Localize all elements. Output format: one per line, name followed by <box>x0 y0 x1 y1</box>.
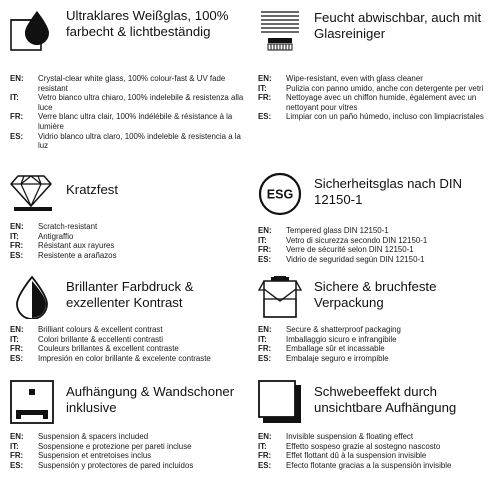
translation-row: EN: Wipe-resistant, even with glass cleaner <box>258 74 423 83</box>
translation-row: IT: Sospensione e protezione per pareti incluse <box>10 441 192 451</box>
translation-row: EN: Crystal-clear white glass, 100% colour-fast & UV fade resistant <box>10 74 226 93</box>
translation-row: ES: Limpiar con un paño húmedo, incluso con limpiacristales <box>258 112 484 122</box>
translation-list <box>10 74 252 151</box>
translation-row: FR: Résistant aux rayures <box>10 241 115 251</box>
translation-list <box>10 222 252 260</box>
translation-row: FR: Verre de sécurité selon DIN 12150-1 <box>258 245 414 255</box>
translation-list <box>258 74 500 122</box>
translation-row: FR: Nettoyage avec un chiffon humide, également avec un nettoyant pour vitres <box>258 93 477 112</box>
feature-title: Sichere & bruchfeste Verpackung <box>314 279 437 311</box>
translation-row: FR: Couleurs brillantes & excellent contraste <box>10 344 179 354</box>
translation-row: IT: Colori brillante & eccellenti contrasti <box>10 334 163 344</box>
translation-row: EN: Scratch-resistant <box>10 222 98 231</box>
translation-row: ES: Embalaje seguro e irrompible <box>258 353 389 363</box>
translation-row: EN: Secure & shatterproof packaging <box>258 325 401 334</box>
contrast-drop-icon <box>10 275 54 319</box>
translation-row: EN: Brilliant colours & excellent contrast <box>10 325 163 334</box>
package-icon <box>258 275 302 319</box>
feature-title: Feucht abwischbar, auch mit Glasreiniger <box>314 10 482 42</box>
translation-row: ES: Suspensión y protectores de pared incluidos <box>10 460 194 470</box>
feature-title: Aufhängung & Wandschoner inklusive <box>66 384 235 416</box>
feature-title: Kratzfest <box>66 182 119 197</box>
feature-title: Ultraklares Weißglas, 100% farbecht & lichtbeständig <box>66 8 229 40</box>
translation-row: IT: Imballaggio sicuro e infrangibile <box>258 334 397 344</box>
floating-panel-icon <box>258 380 302 424</box>
translation-row: EN: Tempered glass DIN 12150-1 <box>258 226 389 235</box>
translation-row: IT: Vetro bianco ultra chiaro, 100% indelebile & resistenza alla luce <box>10 93 244 112</box>
translation-row: FR: Verre blanc ultra clair, 100% indélébile & résistance à la lumière <box>10 112 233 131</box>
translation-row: FR: Suspension et entretoises inclus <box>10 451 152 461</box>
feature-title: Sicherheitsglas nach DIN 12150-1 <box>314 176 463 208</box>
esg-badge-icon <box>258 172 302 216</box>
translation-row: IT: Effetto sospeso grazie al sostegno nascosto <box>258 441 441 451</box>
water-drop-icon <box>10 8 54 52</box>
translation-list <box>258 226 500 264</box>
translation-row: IT: Vetro di sicurezza secondo DIN 12150-1 <box>258 235 428 245</box>
translation-row: ES: Vidrio de seguridad según DIN 12150-1 <box>258 254 425 264</box>
translation-row: ES: Efecto flotante gracias a la suspensión invisible <box>258 460 452 470</box>
cleaning-brush-icon <box>258 8 302 52</box>
translation-row: ES: Resistente a arañazos <box>10 250 117 260</box>
translation-list <box>258 432 500 470</box>
translation-row: ES: Impresión en color brillante & excelente contraste <box>10 353 211 363</box>
translation-row: IT: Pulizia con panno umido, anche con detergente per vetri <box>258 83 484 93</box>
diamond-icon <box>10 168 54 212</box>
translation-list <box>10 325 252 363</box>
esg-badge-label: ESG <box>266 187 294 202</box>
feature-title: Brillanter Farbdruck & exzellenter Kontrast <box>66 279 194 311</box>
translation-row: EN: Suspension & spacers included <box>10 432 149 441</box>
translation-row: FR: Effet flottant dû à la suspension invisible <box>258 451 427 461</box>
translation-row: EN: Invisible suspension & floating effect <box>258 432 414 441</box>
feature-title: Schwebeeffekt durch unsichtbare Aufhängung <box>314 384 457 416</box>
translation-row: ES: Vidrio blanco ultra claro, 100% indeleble & resistencia a la luz <box>10 131 241 151</box>
translation-list <box>258 325 500 363</box>
wall-mount-icon <box>10 380 54 424</box>
translation-row: FR: Emballage sûr et incassable <box>258 344 385 354</box>
translation-row: IT: Antigraffio <box>10 231 74 241</box>
translation-list <box>10 432 252 470</box>
